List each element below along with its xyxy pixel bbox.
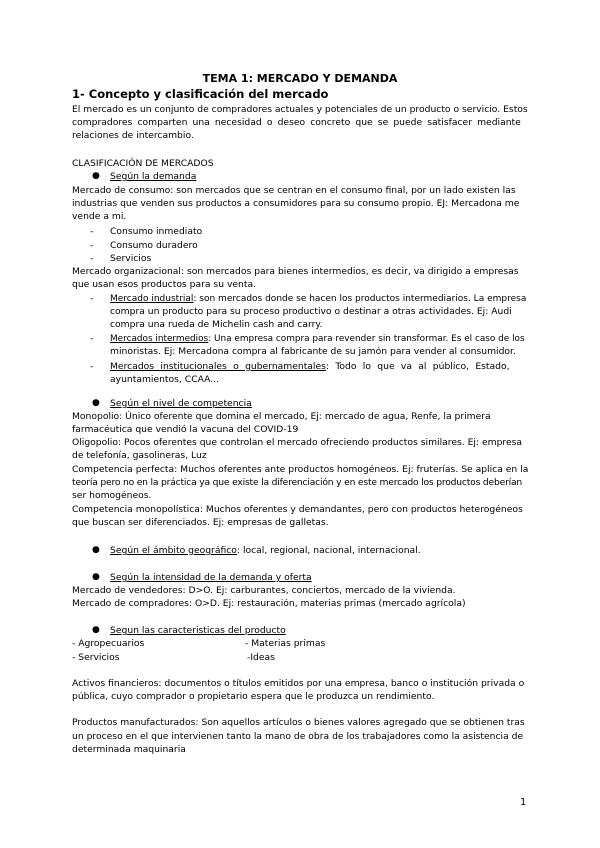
dash-icon: - <box>90 293 94 304</box>
dash-icon: - <box>90 226 94 237</box>
intermedios-line-1 <box>110 333 525 345</box>
competencia-line-1: Monopolio: Único oferente que domina el mercado, Ej: mercado de agua, Renfe, la primera <box>72 411 491 422</box>
bullet-icon: ● <box>92 171 100 181</box>
intensidad-heading: Según la intensidad de la demanda y oferta <box>110 572 312 583</box>
competencia-line-7: ser homogéneos. <box>72 490 152 501</box>
demanda-heading: Según la demanda <box>110 171 197 182</box>
industrial-term: Mercado industrial <box>110 294 194 304</box>
industrial-text: : son mercados donde se hacen los productos intermediarios. La empresa <box>193 294 527 304</box>
producto-col1-item: - Servicios <box>72 652 120 663</box>
institucionales-line-2: ayuntamientos, CCAA... <box>110 374 220 385</box>
section-heading: 1- Concepto y clasificación del mercado <box>72 87 329 101</box>
competencia-line-2: farmacéutica que vendió la vacuna del COVID-19 <box>72 424 299 435</box>
manufacturados-line-1: Productos manufacturados: Son aquellos artículos o bienes valores agregado que se obtienen tras <box>72 717 525 728</box>
competencia-line-4: de telefonía, gasolineras, Luz <box>72 450 207 461</box>
institucionales-term: Mercados institucionales o gubernamentales <box>110 361 326 372</box>
intensidad-line-2: Mercado de compradores: O>D. Ej: restauración, materias primas (mercado agrícola) <box>72 598 466 609</box>
producto-col1-item: - Agropecuarios <box>72 638 145 649</box>
bullet-icon: ● <box>92 545 100 555</box>
list-item: Consumo inmediato <box>110 226 203 237</box>
page-number: 1 <box>520 797 527 808</box>
institucionales-line-1 <box>110 361 510 373</box>
consumo-line-1: Mercado de consumo: son mercados que se centran en el consumo final, por un lado existen las <box>72 185 516 196</box>
org-line-2: que usan esos productos para su venta. <box>72 279 257 290</box>
classification-heading: CLASIFICACIÓN DE MERCADOS <box>72 158 214 169</box>
geografico-heading: Según el ámbito geográfico <box>110 545 237 556</box>
list-item: Servicios <box>110 253 152 264</box>
competencia-line-6: teoría pero no en la práctica ya que existe la diferenciación y en este mercado los productos deberían <box>72 477 523 488</box>
intro-line-2: compradores comparten una necesidad o deseo concreto que se puede satisfacer mediante <box>72 117 521 128</box>
competencia-line-8: Competencia monopolística: Muchos oferentes y demandantes, pero con productos heterogéneos <box>72 504 523 515</box>
dash-icon: - <box>90 253 94 264</box>
consumo-line-2: industrias que venden sus productos a consumidores para su consumo propio. EJ: Mercadona me <box>72 198 520 209</box>
page-title: TEMA 1: MERCADO Y DEMANDA <box>202 72 398 85</box>
intermedios-text: : Una empresa compra para revender sin transformar. Es el caso de los <box>208 334 525 344</box>
competencia-heading: Según el nivel de competencia <box>110 398 252 409</box>
competencia-line-9: que buscan ser diferenciados. Ej: empresas de galletas. <box>72 517 329 528</box>
bullet-icon: ● <box>92 625 100 635</box>
producto-col2-item: -Ideas <box>247 652 275 663</box>
competencia-line-5: Competencia perfecta: Muchos oferentes ante productos homogéneos. Ej: fruterías. Se aplica en la <box>72 464 529 475</box>
intermedios-term: Mercados intermedios <box>110 334 209 344</box>
industrial-line-3: compra una rueda de Michelin cash and carry. <box>110 319 323 330</box>
intro-line-1: El mercado es un conjunto de compradores actuales y potenciales de un producto o servicio. Estos <box>72 104 528 115</box>
producto-heading: Segun las caracteristicas del producto <box>110 625 286 636</box>
producto-col2-item: - Materias primas <box>245 638 326 649</box>
institucionales-text: : Todo lo que va al público, Estado, <box>325 361 510 372</box>
geografico-line <box>110 545 421 557</box>
bullet-icon: ● <box>92 398 100 408</box>
industrial-line-2: compra un producto para su proceso productivo o destinar a otras actividades. Ej: Audi <box>110 306 512 317</box>
manufacturados-line-3: determinada maquinaria <box>72 744 186 755</box>
competencia-line-3: Oligopolio: Pocos oferentes que controlan el mercado ofreciendo productos similares. Ej: empresa <box>72 437 523 448</box>
activos-line-1: Activos financieros: documentos o títulos emitidos por una empresa, banco o institución privada o <box>72 678 525 689</box>
intermedios-line-2: minoristas. Ej: Mercadona compra al fabricante de su jamón para vender al consumidor. <box>110 346 516 357</box>
dash-icon: - <box>90 240 94 251</box>
dash-icon: - <box>90 333 94 344</box>
intro-line-3: relaciones de intercambio. <box>72 130 194 141</box>
bullet-icon: ● <box>92 572 100 582</box>
list-item: Consumo duradero <box>110 240 198 251</box>
industrial-line-1 <box>110 293 526 305</box>
intensidad-line-1: Mercado de vendedores: D>O. Ej: carburantes, conciertos, mercado de la vivienda. <box>72 585 456 596</box>
manufacturados-line-2: un proceso en el que intervienen tanto la mano de obra de los trabajadores como la asistencia de <box>72 731 524 742</box>
activos-line-2: pública, cuyo comprador o propietario espera que le produzca un rendimiento. <box>72 691 435 702</box>
geografico-text: : local, regional, nacional, internacional. <box>236 545 421 556</box>
org-line-1: Mercado organizacional: son mercados para bienes intermedios, es decir, va dirigido a empresas <box>72 266 519 277</box>
consumo-line-3: vende a mi. <box>72 211 127 222</box>
dash-icon: - <box>90 361 94 372</box>
